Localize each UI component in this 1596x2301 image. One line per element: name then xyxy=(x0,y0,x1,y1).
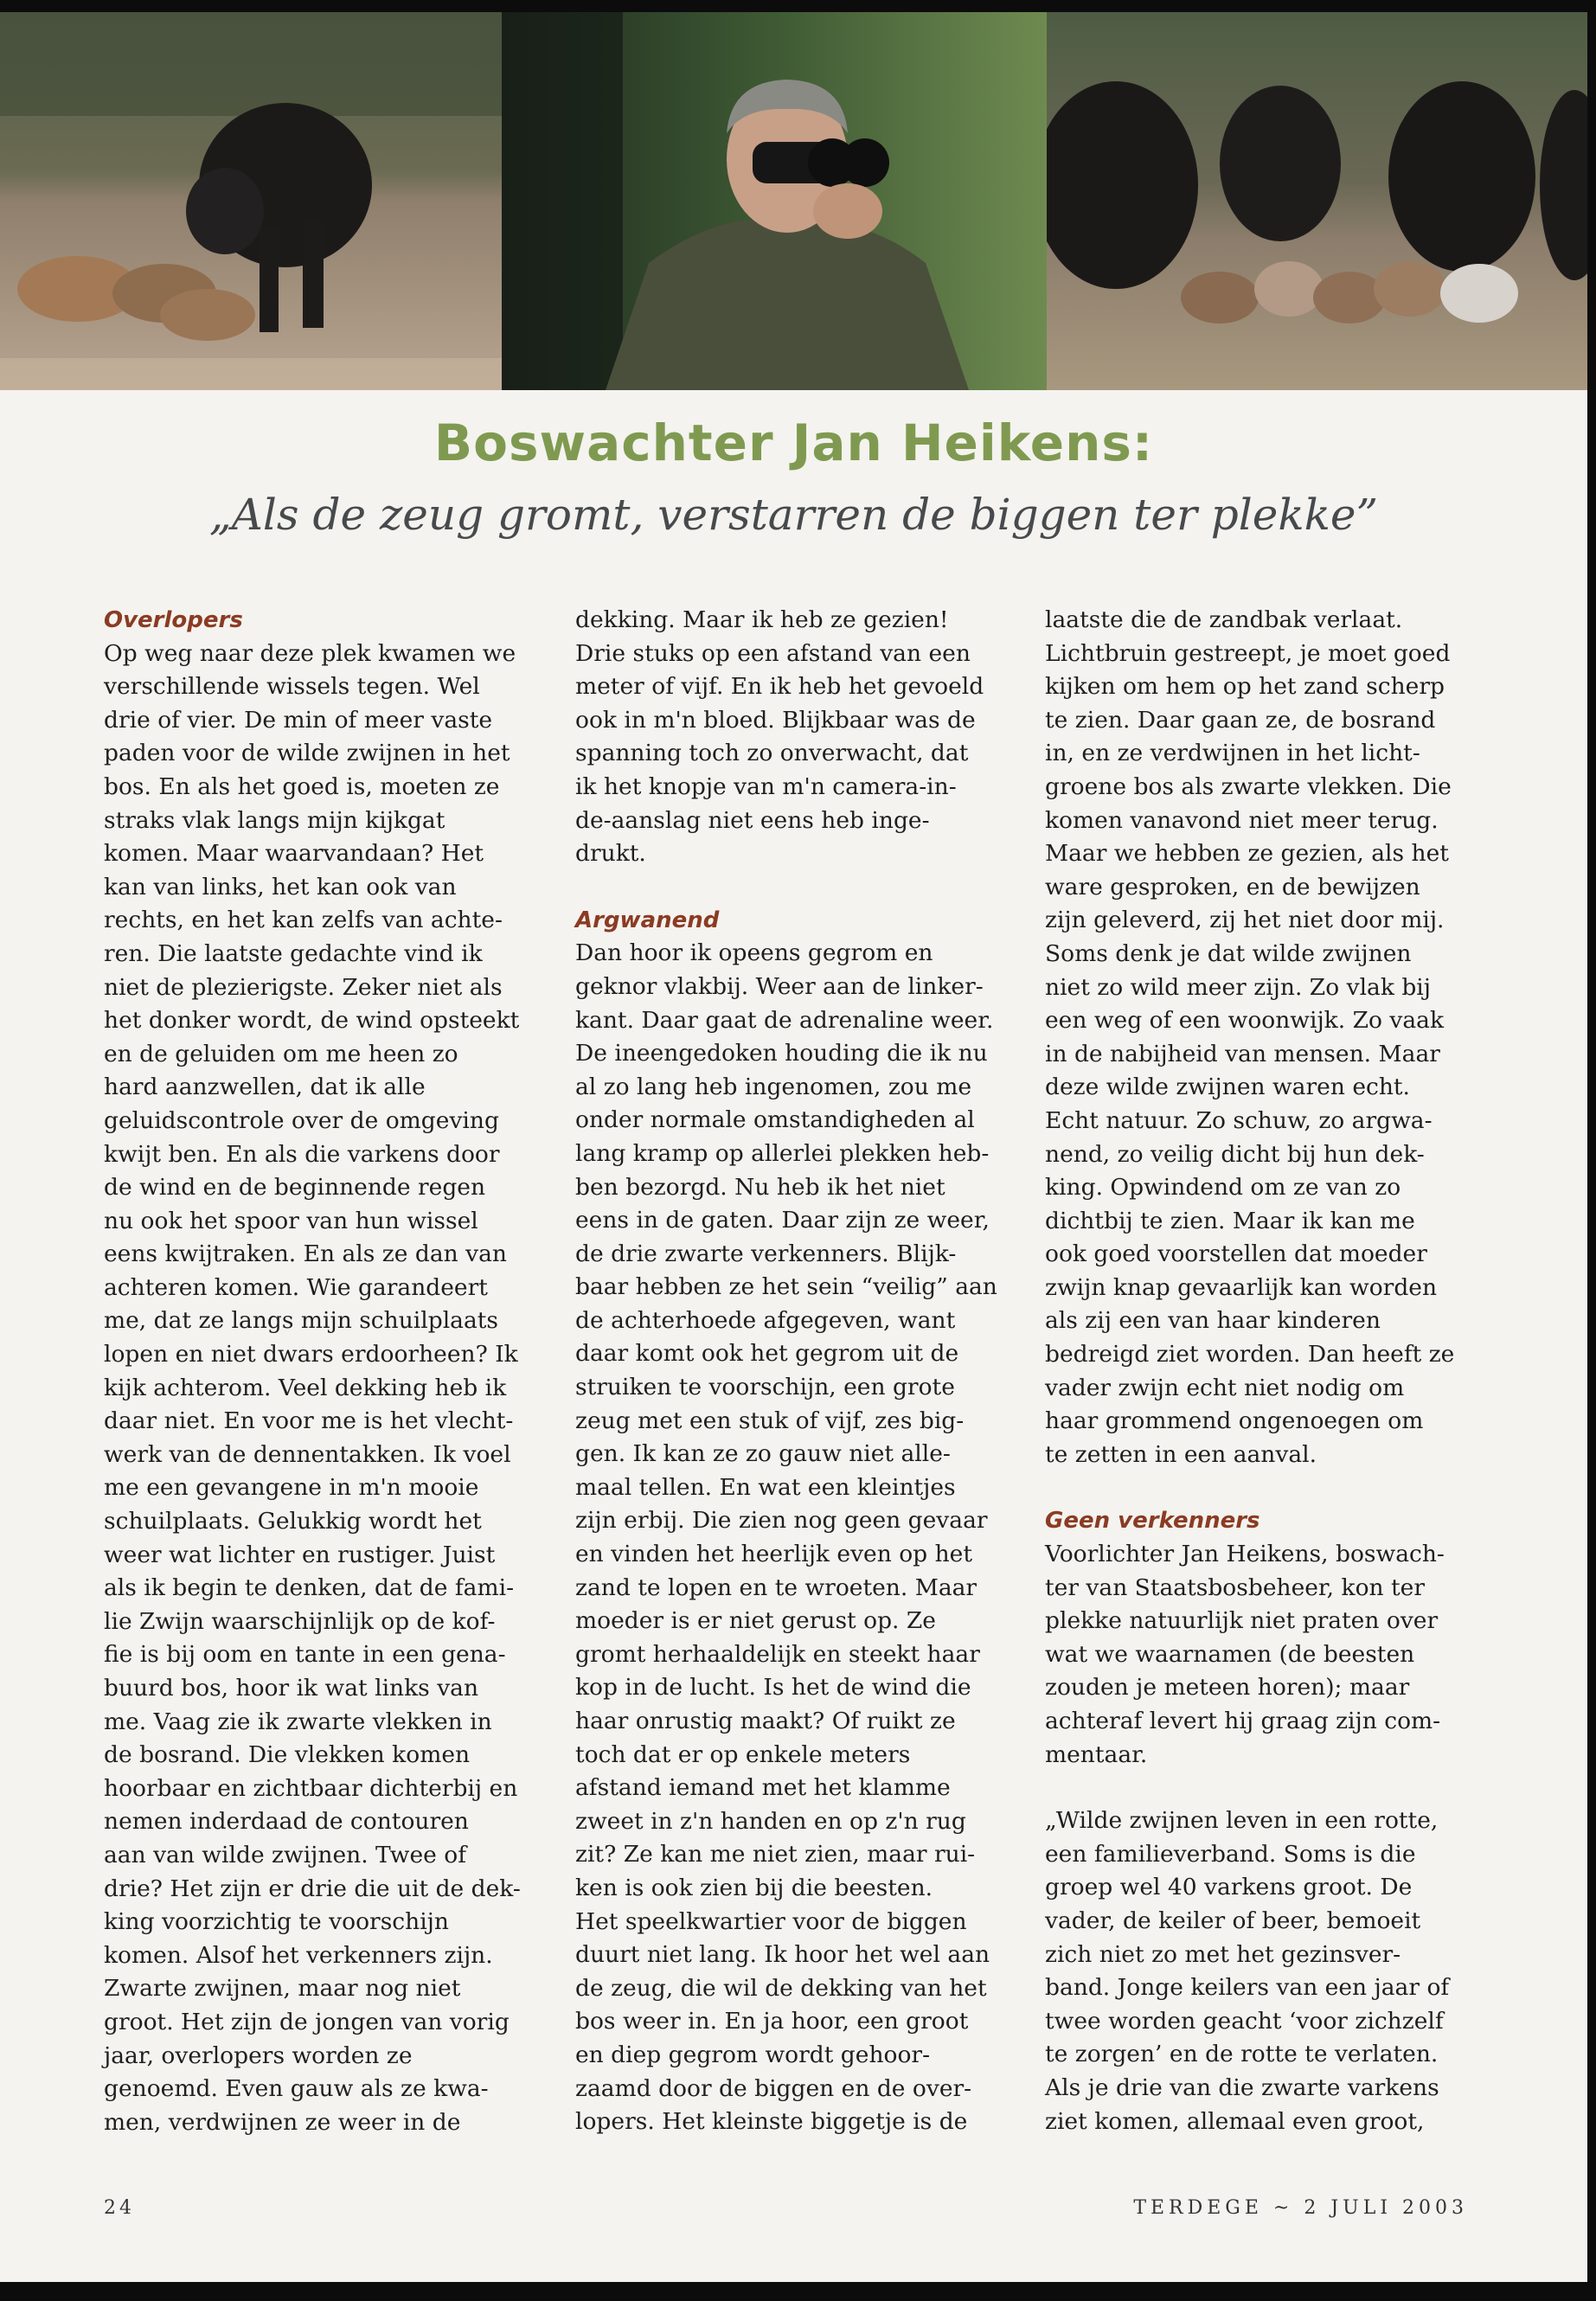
paragraph: Voorlichter Jan Heikens, boswach- ter van Staatsbosbeheer, kon ter plekke natuurlijk niet praten over wat we waarnamen (de beesten zouden je meteen horen); maar achteraf levert hij graag zijn com- mentaar. xyxy=(1045,1541,1445,1768)
article-column-2 xyxy=(575,604,1010,2139)
photo-strip xyxy=(0,12,1587,390)
article-column-1 xyxy=(104,604,538,2139)
section-heading: Geen verkenners xyxy=(1045,1508,1260,1535)
wild-boars-with-piglets-photo xyxy=(1047,12,1587,390)
article-column-3 xyxy=(1045,604,1479,2138)
page-number: 24 xyxy=(104,2197,135,2219)
paragraph: „Wilde zwijnen leven in een rotte, een familieverband. Soms is die groep wel 40 varkens groot. De vader, de keiler of beer, bemoeit zich niet zo met het gezinsver- band. Jonge keilers van een jaar of twee worden geacht ‘voor zichzelf te zorgen’ en de rotte te verlaten. Als je drie van die zwarte varkens ziet komen, allemaal even groot, xyxy=(1045,1807,1450,2135)
paragraph: dekking. Maar ik heb ze gezien! Drie stuks op een afstand van een meter of vijf. En ik heb het gevoeld ook in m'n bloed. Blijkbaar was de spanning toch zo onverwacht, dat ik het knopje van m'n camera-in- de-aanslag niet eens heb inge- drukt. xyxy=(575,606,984,868)
publication-info: TERDEGE ~ 2 JULI 2003 xyxy=(1133,2197,1468,2219)
paragraph: Dan hoor ik opeens gegrom en geknor vlakbij. Weer aan de linker- kant. Daar gaat de adrenaline weer. De ineengedoken houding die ik nu al zo lang heb ingenomen, zou me onder normale omstandigheden al lang kramp op allerlei plekken heb- ben bezorgd. Nu heb ik het niet eens in de gaten. Daar zijn ze weer, de drie zwarte verkenners. Blijk- baar hebben ze het sein “veilig” aan de achterhoede afgegeven, want daar komt ook het gegrom uit de struiken te voorschijn, een grote zeug met een stuk of vijf, zes big- gen. Ik kan ze zo gauw niet alle- maal tellen. En wat een kleintjes zijn erbij. Die zien nog geen gevaar en vinden het heerlijk even op het zand te lopen en te wroeten. Maar moeder is er niet gerust op. Ze gromt herhaaldelijk en steekt haar kop in de lucht. Is het de wind die haar onrustig maakt? Of ruikt ze toch dat er op enkele meters afstand iemand met het klamme zweet in z'n handen en op z'n rug zit? Ze kan me niet zien, maar rui- ken is ook zien bij die beesten. Het speelkwartier voor de biggen duurt niet lang. Ik hoor het wel aan de zeug, die wil de dekking van het bos weer in. En ja hoor, een groot en diep gegrom wordt gehoor- zaamd door de biggen en de over- lopers. Het kleinste biggetje is de xyxy=(575,939,997,2136)
paragraph: laatste die de zandbak verlaat. Lichtbruin gestreept, je moet goed kijken om hem op het zand scherp te zien. Daar gaan ze, de bosrand in, en ze verdwijnen in het licht- groene bos als zwarte vlekken. Die komen vanavond niet meer terug. Maar we hebben ze gezien, als het ware gesproken, en de bewijzen zijn geleverd, zij het niet door mij. Soms denk je dat wilde zwijnen niet zo wild meer zijn. Zo vlak bij een weg of een woonwijk. Zo vaak in de nabijheid van mensen. Maar deze wilde zwijnen waren echt. Echt natuur. Zo schuw, zo argwa- nend, zo veilig dicht bij hun dek- king. Opwindend om ze van zo dichtbij te zien. Maar ik kan me ook goed voorstellen dat moeder zwijn knap gevaarlijk kan worden als zij een van haar kinderen bedreigd ziet worden. Dan heeft ze vader zwijn echt niet nodig om haar grommend ongenoegen om te zetten in een aanval. xyxy=(1045,606,1455,1468)
article-subtitle: „Als de zeug gromt, verstarren de biggen ter plekke” xyxy=(208,490,1379,540)
section-heading: Argwanend xyxy=(575,907,720,933)
paragraph: Op weg naar deze plek kwamen we verschillende wissels tegen. Wel drie of vier. De min of meer vaste paden voor de wilde zwijnen in het bos. En als het goed is, moeten ze straks vlak langs mijn kijkgat komen. Maar waarvandaan? Het kan van links, het kan ook van rechts, en het kan zelfs van achte- ren. Die laatste gedachte vind ik niet de plezierigste. Zeker niet als het donker wordt, de wind opsteekt en de geluiden om me heen zo hard aanzwellen, dat ik alle geluidscontrole over de omgeving kwijt ben. En als die varkens door de wind en de beginnende regen nu ook het spoor van hun wissel eens kwijtraken. En als ze dan van achteren komen. Wie garandeert me, dat ze langs mijn schuilplaats lopen en niet dwars erdoorheen? Ik kijk achterom. Veel dekking heb ik daar niet. En voor me is het vlecht- werk van de dennentakken. Ik voel me een gevangene in m'n mooie schuilplaats. Gelukkig wordt het weer wat lichter en rustiger. Juist als ik begin te denken, dat de fami- lie Zwijn waarschijnlijk op de kof- fie is bij oom en tante in een gena- buurd bos, hoor ik wat links van me. Vaag zie ik zwarte vlekken in de bosrand. Die vlekken komen hoorbaar en zichtbaar dichterbij en nemen inderdaad de contouren aan van wilde zwijnen. Twee of drie? Het zijn er drie die uit de dek- king voorzichtig te voorschijn komen. Alsof het verkenners zijn. Zwarte zwijnen, maar nog niet groot. Het zijn de jongen van vorig jaar, overlopers worden ze genoemd. Even gauw als ze kwa- men, verdwijnen ze weer in de xyxy=(104,639,521,2136)
forester-with-binoculars-photo xyxy=(502,12,1047,390)
section-heading: Overlopers xyxy=(104,607,243,633)
article-title: Boswachter Jan Heikens: xyxy=(433,413,1154,472)
wild-boar-sow-with-piglets-photo xyxy=(0,12,502,390)
